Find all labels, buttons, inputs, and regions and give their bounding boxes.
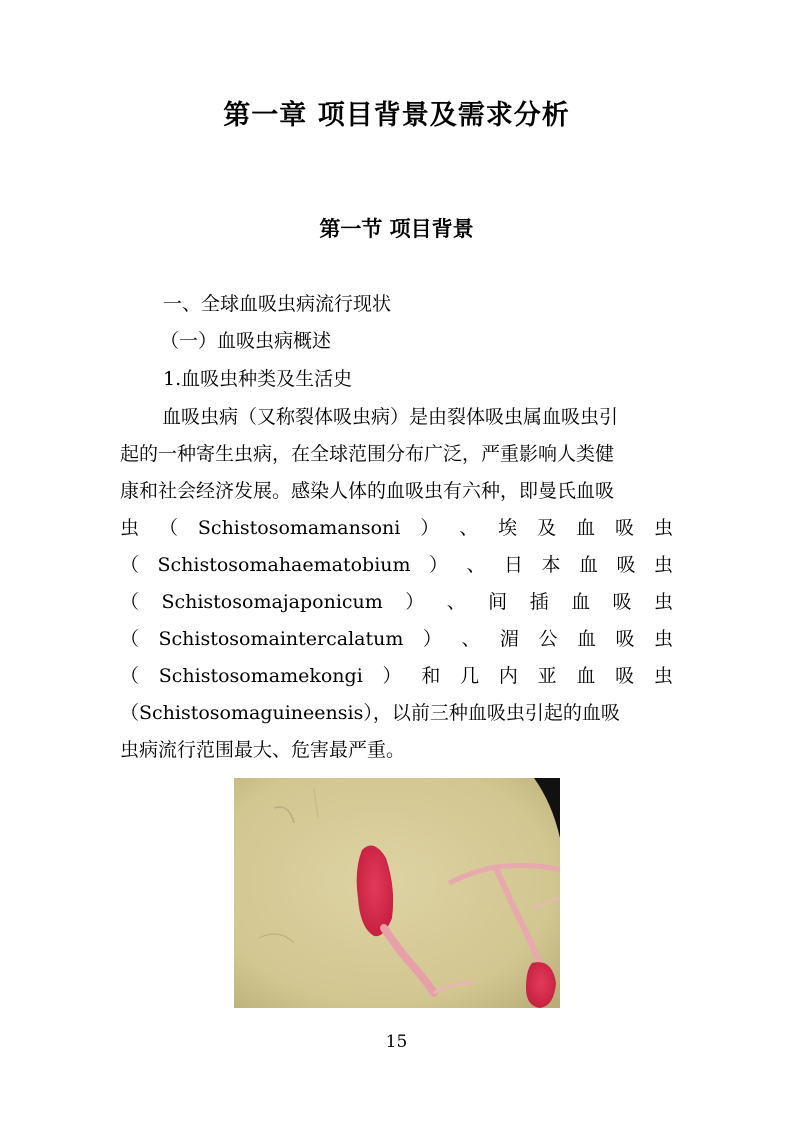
spread-token: 吸	[615, 665, 635, 687]
spread-token: （	[120, 628, 140, 650]
spread-row	[120, 658, 673, 695]
spread-token: 插	[529, 591, 549, 613]
spread-token: 血	[576, 517, 596, 539]
spread-token: 吸	[615, 628, 635, 650]
spread-token: Schistosomaintercalatum	[158, 628, 404, 650]
spread-token: 血	[578, 554, 598, 576]
spread-token: 、	[459, 517, 479, 539]
spread-token: 吸	[616, 554, 636, 576]
spread-token: ）	[429, 554, 449, 576]
spread-token: 和	[421, 665, 441, 687]
spread-token: 血	[576, 628, 596, 650]
paragraph-line: 起的一种寄生虫病，在全球范围分布广泛，严重影响人类健	[120, 443, 615, 465]
spread-token: 吸	[615, 517, 635, 539]
heading-level-1: 一、全球血吸虫病流行现状	[163, 293, 392, 315]
spread-row	[120, 510, 673, 547]
spread-token: Schistosomahaematobium	[157, 554, 411, 576]
paragraph-line: 血吸虫病（又称裂体吸虫病）是由裂体吸虫属血吸虫引	[162, 406, 619, 428]
spread-token: 间	[488, 591, 508, 613]
heading-level-2: （一）血吸虫病概述	[160, 330, 332, 352]
spread-rows	[120, 510, 673, 695]
micrograph-figure	[234, 778, 560, 1008]
spread-token: Schistosomamansoni	[197, 517, 401, 539]
page-number: 15	[385, 1032, 408, 1052]
spread-row	[120, 584, 673, 621]
schistosome-micrograph	[234, 778, 560, 1008]
spread-token: 虫	[653, 554, 673, 576]
spread-token: 虫	[653, 517, 673, 539]
spread-token: 公	[538, 628, 558, 650]
spread-token: 、	[466, 554, 486, 576]
spread-token: 虫	[653, 591, 673, 613]
spread-token: （	[158, 517, 178, 539]
spread-token: （	[120, 591, 140, 613]
spread-token: ）	[382, 665, 402, 687]
spread-token: ）	[420, 517, 440, 539]
spread-token: （	[120, 665, 140, 687]
spread-token: 本	[541, 554, 561, 576]
spread-row	[120, 621, 673, 658]
spread-token: 及	[537, 517, 557, 539]
spread-token: 血	[576, 665, 596, 687]
chapter-title: 第一章 项目背景及需求分析	[223, 100, 570, 131]
spread-token: 血	[571, 591, 591, 613]
spread-token: 虫	[653, 665, 673, 687]
spread-token: 湄	[499, 628, 519, 650]
section-title: 第一节 项目背景	[319, 217, 474, 241]
spread-token: 几	[460, 665, 480, 687]
spread-token: 、	[461, 628, 481, 650]
spread-token: Schistosomajaponicum	[161, 591, 383, 613]
paragraph-line: 康和社会经济发展。感染人体的血吸虫有六种，即曼氏血吸	[120, 480, 615, 502]
heading-level-3: 1.血吸虫种类及生活史	[163, 368, 353, 390]
paragraph-line: （Schistosomaguineensis），以前三种血吸虫引起的血吸	[120, 702, 620, 724]
body-paragraph	[120, 399, 673, 769]
spread-token: 、	[446, 591, 466, 613]
spread-token: ）	[405, 591, 425, 613]
spread-token: 虫	[120, 517, 140, 539]
spread-token: 日	[503, 554, 523, 576]
spread-token: 吸	[612, 591, 632, 613]
spread-token: （	[120, 554, 140, 576]
spread-token: 埃	[498, 517, 518, 539]
spread-token: Schistosomamekongi	[158, 665, 363, 687]
spread-token: ）	[422, 628, 442, 650]
paragraph-line: 虫病流行范围最大、危害最严重。	[120, 739, 406, 761]
spread-token: 内	[498, 665, 518, 687]
spread-token: 亚	[537, 665, 557, 687]
spread-token: 虫	[653, 628, 673, 650]
spread-row	[120, 547, 673, 584]
